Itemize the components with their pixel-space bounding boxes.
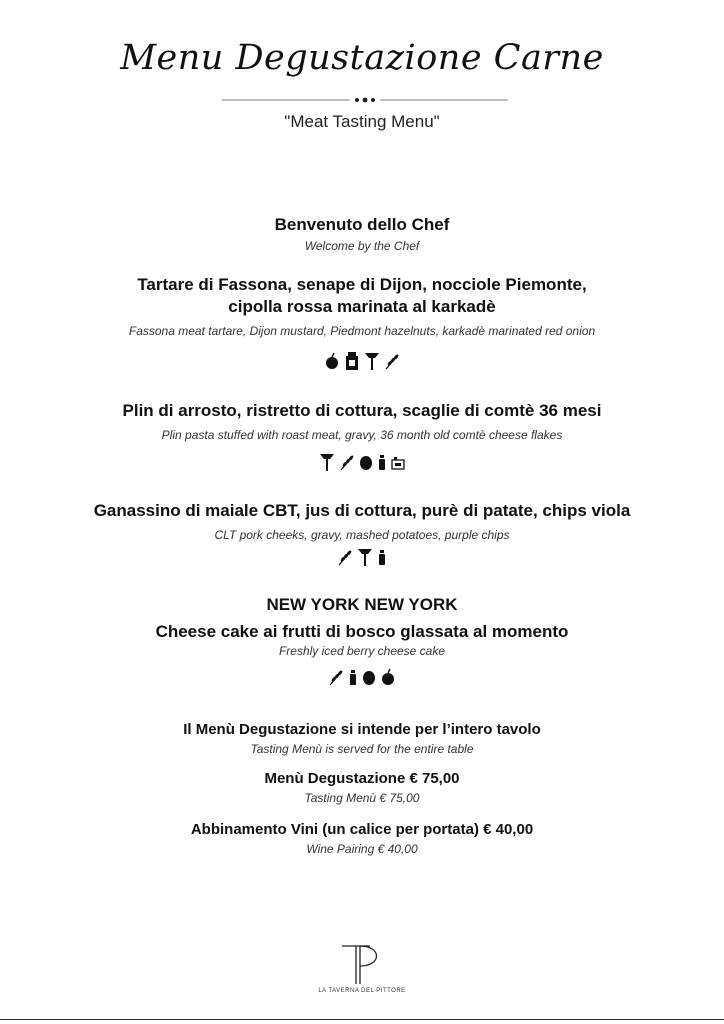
info-subtitle: Wine Pairing € 40,00	[306, 842, 418, 856]
celery-icon	[319, 452, 335, 472]
menu-subtitle: "Meat Tasting Menu"	[284, 112, 440, 131]
dish-description: CLT pork cheeks, gravy, mashed potatoes, purple chips	[214, 528, 510, 542]
info-title: Il Menù Degustazione si intende per l’intero tavolo	[183, 721, 541, 738]
nuts-icon	[380, 667, 396, 687]
milk-icon	[377, 547, 387, 567]
dish-name: Cheese cake ai frutti di bosco glassata al momento	[155, 622, 569, 641]
dish-name: Ganassino di maiale CBT, jus di cottura, purè di patate, chips viola	[93, 501, 631, 520]
menu-title: Menu Degustazione Carne	[120, 38, 604, 78]
course-pork	[0, 500, 724, 567]
sulphites-icon	[391, 452, 405, 472]
course-welcome	[0, 214, 724, 254]
gluten-icon	[384, 351, 400, 371]
allergen-icons	[0, 547, 724, 567]
info-subtitle: Tasting Menù is served for the entire table	[250, 742, 474, 756]
allergen-icons	[0, 667, 724, 687]
milk-icon	[377, 452, 387, 472]
dish-name: Plin di arrosto, ristretto di cottura, scaglie di comtè 36 mesi	[122, 401, 602, 420]
info-price	[0, 768, 724, 806]
page-bottom-border	[0, 1019, 724, 1020]
celery-icon	[364, 351, 380, 371]
allergen-icons	[0, 351, 724, 371]
gluten-icon	[339, 452, 355, 472]
egg-icon	[359, 452, 373, 472]
info-table	[0, 719, 724, 757]
info-subtitle: Tasting Menù € 75,00	[304, 791, 420, 805]
dish-name-line1: Tartare di Fassona, senape di Dijon, nocciole Piemonte,	[137, 275, 587, 294]
restaurant-name: LA TAVERNA DEL PITTORE	[318, 988, 406, 994]
dish-description: Welcome by the Chef	[304, 239, 420, 253]
dessert-heading: NEW YORK NEW YORK	[266, 595, 458, 614]
celery-icon	[357, 547, 373, 567]
course-tartare	[0, 274, 724, 371]
mustard-icon	[344, 351, 360, 371]
gluten-icon	[328, 667, 344, 687]
info-wine-pairing	[0, 819, 724, 857]
dish-description: Freshly iced berry cheese cake	[278, 644, 446, 658]
dish-name-line2: cipolla rossa marinata al karkadè	[228, 297, 496, 316]
course-dessert	[0, 594, 724, 687]
egg-icon	[362, 667, 376, 687]
course-plin	[0, 400, 724, 472]
milk-icon	[348, 667, 358, 687]
info-title: Menù Degustazione € 75,00	[264, 770, 460, 787]
nuts-icon	[324, 351, 340, 371]
ornamental-divider	[222, 92, 508, 108]
dish-description: Plin pasta stuffed with roast meat, gravy, 36 month old comtè cheese flakes	[161, 428, 563, 442]
info-title: Abbinamento Vini (un calice per portata) € 40,00	[190, 821, 534, 838]
allergen-icons	[0, 452, 724, 472]
dish-name: Benvenuto dello Chef	[274, 215, 450, 234]
gluten-icon	[337, 547, 353, 567]
dish-description: Fassona meat tartare, Dijon mustard, Piedmont hazelnuts, karkadè marinated red onion	[128, 324, 596, 338]
